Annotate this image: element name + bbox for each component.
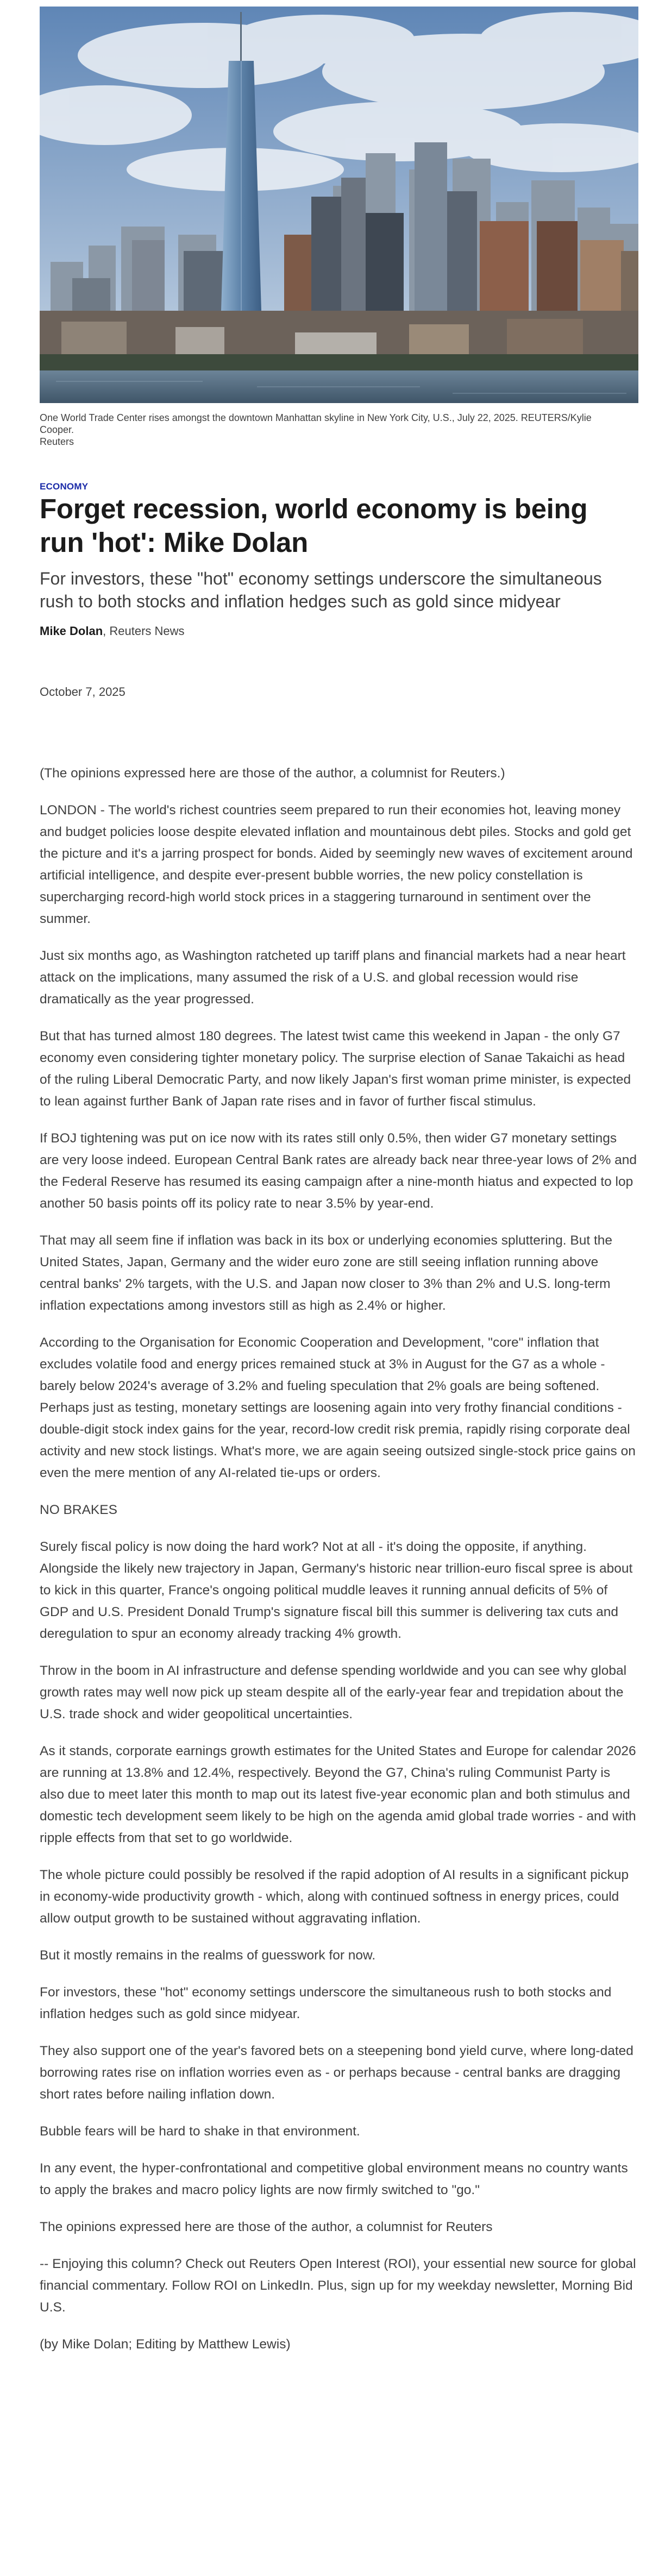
- article-body: [40, 763, 637, 2355]
- article-paragraph: The opinions expressed here are those of the author, a columnist for Reuters: [40, 2220, 493, 2234]
- caption-credit: Reuters: [40, 436, 74, 447]
- article-paragraph: -- Enjoying this column? Check out Reuters Open Interest (ROI), your essential new source for global financial commentary. Follow ROI on LinkedIn. Plus, sign up for my weekday newsletter, Morning Bid U.S.: [40, 2257, 636, 2315]
- article-paragraph: Surely fiscal policy is now doing the hard work? Not at all - it's doing the opposite, if anything. Alongside the likely new trajectory in Japan, Germany's historic near trillion-euro fiscal spree is about to kick in this quarter, France's ongoing political muddle leaves it running annual deficits of 5% of GDP and U.S. President Donald Trump's signature fiscal bill this summer is delivering tax cuts and deregulation to spur an economy already tracking 4% growth.: [40, 1540, 633, 1641]
- article-paragraph: Bubble fears will be hard to shake in that environment.: [40, 2124, 360, 2139]
- article-summary: For investors, these "hot" economy settings underscore the simultaneous rush to both stocks and inflation hedges such as gold since midyear: [40, 569, 602, 611]
- article-paragraph: Throw in the boom in AI infrastructure and defense spending worldwide and you can see why global growth rates may well now pick up steam despite all of the early-year fear and trepidation about the U.S. trade shock and wider geopolitical uncertainties.: [40, 1663, 627, 1721]
- article-paragraph: The whole picture could possibly be resolved if the rapid adoption of AI results in a significant pickup in economy-wide productivity growth - which, along with continued softness in energy prices, could allow output growth to be sustained without aggravating inflation.: [40, 1868, 629, 1926]
- article-paragraph: But that has turned almost 180 degrees. The latest twist came this weekend in Japan - the only G7 economy even considering tighter monetary policy. The surprise election of Sanae Takaichi as head of the ruling Liberal Democratic Party, and now likely Japan's first woman prime minister, is expected to lean against further Bank of Japan rate rises and in favor of further fiscal stimulus.: [40, 1029, 631, 1109]
- photo-caption: [40, 412, 637, 448]
- byline: [40, 624, 185, 639]
- article-paragraph: LONDON - The world's richest countries seem prepared to run their economies hot, leaving money and budget policies loose despite elevated inflation and mountainous debt piles. Stocks and gold get the picture and it's a jarring prospect for bonds. Aided by seemingly new waves of excitement around artificial intelligence, and despite ever-present bubble worries, the new policy constellation is supercharging record-high world stock prices in a staggering turnaround in sentiment over the summer.: [40, 803, 633, 926]
- article-paragraph: For investors, these "hot" economy settings underscore the simultaneous rush to both stocks and inflation hedges such as gold since midyear.: [40, 1985, 612, 2021]
- skyline-image: [40, 7, 638, 403]
- publish-date: October 7, 2025: [40, 685, 126, 699]
- caption-text-continued: Cooper.: [40, 424, 74, 435]
- article-paragraph: NO BRAKES: [40, 1503, 117, 1517]
- section-link[interactable]: ECONOMY: [40, 481, 89, 492]
- article-paragraph: According to the Organisation for Economic Cooperation and Development, "core" inflation that excludes volatile food and energy prices remained stuck at 3% in August for the G7 as a whole - barely below 2024's average of 3.2% and fueling speculation that 2% goals are being softened. Perhaps just as testing, monetary settings are loosening again into very frothy financial conditions - double-digit stock index gains for the year, record-low credit risk premia, rapidly rising corporate deal activity and new stock listings. What's more, we are again seeing outsized single-stock price gains on even the mere mention of any AI-related tie-ups or orders.: [40, 1335, 636, 1480]
- article-paragraph: In any event, the hyper-confrontational and competitive global environment means no country wants to apply the brakes and macro policy lights are now firmly switched to "go.": [40, 2161, 628, 2197]
- caption-text: One World Trade Center rises amongst the downtown Manhattan skyline in New York City, U.S., July 22, 2025. REUTERS/Kylie: [40, 412, 592, 423]
- byline-outlet: , Reuters News: [103, 624, 185, 638]
- article-paragraph: As it stands, corporate earnings growth estimates for the United States and Europe for calendar 2026 are running at 13.8% and 12.4%, respectively. Beyond the G7, China's ruling Communist Party is also due to meet later this month to map out its latest five-year economic plan and both stimulus and domestic tech development seem likely to be high on the agenda amid global trade worries - and with ripple effects from that set to go worldwide.: [40, 1744, 636, 1845]
- article-paragraph: But it mostly remains in the realms of guesswork for now.: [40, 1948, 376, 1963]
- foreground-buildings: [40, 311, 638, 370]
- article-paragraph: If BOJ tightening was put on ice now with its rates still only 0.5%, then wider G7 monetary settings are very loose indeed. European Central Bank rates are already back near three-year lows of 2% and the Federal Reserve has resumed its easing campaign after a nine-month hiatus and expected to lop another 50 basis points off its policy rate to near 3.5% by year-end.: [40, 1131, 637, 1211]
- article-paragraph: That may all seem fine if inflation was back in its box or underlying economies spluttering. But the United States, Japan, Germany and the wider euro zone are still seeing inflation running above central banks' 2% targets, with the U.S. and Japan now closer to 3% than 2% and U.S. long-term inflation expectations among investors still as high as 2.4% or higher.: [40, 1233, 613, 1313]
- hero-photo[interactable]: [40, 7, 638, 403]
- article-paragraph: (by Mike Dolan; Editing by Matthew Lewis): [40, 2337, 291, 2352]
- article-paragraph: They also support one of the year's favored bets on a steepening bond yield curve, where long-dated borrowing rates rise on inflation worries even as - or perhaps because - central banks are dragging short rates before nailing inflation down.: [40, 2044, 633, 2102]
- headline: Forget recession, world economy is being run 'hot': Mike Dolan: [40, 493, 588, 558]
- article-paragraph: (The opinions expressed here are those of the author, a columnist for Reuters.): [40, 766, 505, 781]
- article-paragraph: Just six months ago, as Washington ratcheted up tariff plans and financial markets had a near heart attack on the implications, many assumed the risk of a U.S. and global recession would rise dramatically as the year progressed.: [40, 948, 626, 1007]
- author-link[interactable]: Mike Dolan: [40, 624, 103, 638]
